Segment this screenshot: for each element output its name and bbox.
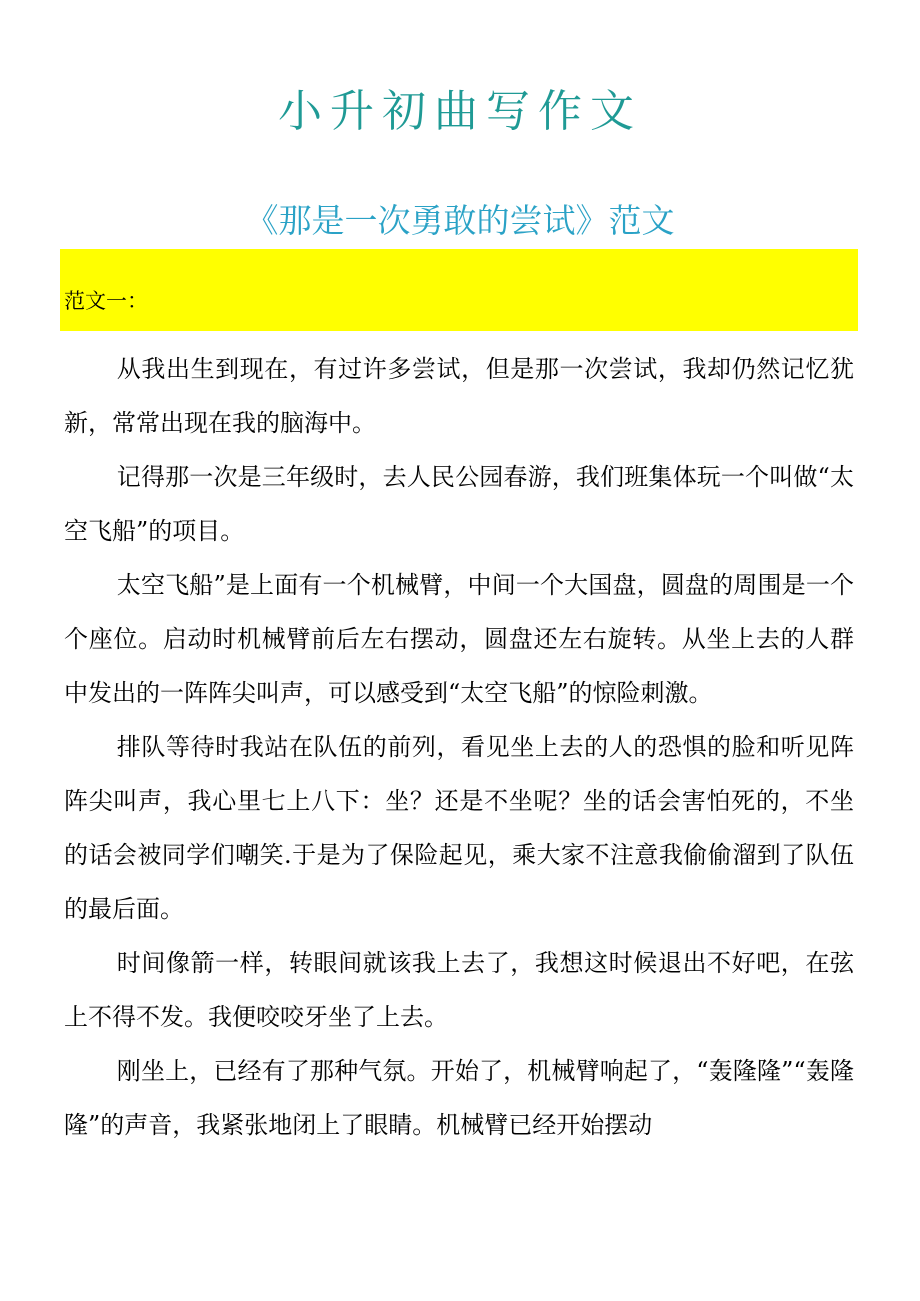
paragraph: 太空飞船”是上面有一个机械臂，中间一个大国盘，圆盘的周围是一个个座位。启动时机械臂前后左右摆动，圆盘还左右旋转。从坐上去的人群中发出的一阵阵尖叫声，可以感受到“太空飞船”的惊险刺激。 <box>64 571 854 707</box>
section-highlight <box>60 249 858 331</box>
paragraph: 刚坐上，已经有了那种气氛。开始了，机械臂响起了，“轰隆隆”“轰隆隆”的声音，我紧张地闭上了眼睛。机械臂已经开始摆动 <box>64 1057 854 1139</box>
paragraph: 排队等待时我站在队伍的前列，看见坐上去的人的恐惧的脸和听见阵阵尖叫声，我心里七上八下：坐？还是不坐呢？坐的话会害怕死的，不坐的话会被同学们嘲笑.于是为了保险起见，乘大家不注意我偷偷溜到了队伍的最后面。 <box>64 733 854 923</box>
essay-subtitle: 《那是一次勇敢的尝试》范文 <box>245 201 675 240</box>
section-label: 范文一： <box>64 289 148 313</box>
paragraph: 时间像箭一样，转眼间就该我上去了，我想这时候退出不好吧，在弦上不得不发。我便咬咬牙坐了上去。 <box>64 949 854 1031</box>
paragraph: 记得那一次是三年级时，去人民公园春游，我们班集体玩一个叫做“太空飞船”的项目。 <box>64 463 854 545</box>
essay-body <box>64 342 854 1152</box>
page-title: 小升初曲写作文 <box>278 86 642 137</box>
paragraph: 从我出生到现在，有过许多尝试，但是那一次尝试，我却仍然记忆犹新，常常出现在我的脑海中。 <box>64 355 854 437</box>
